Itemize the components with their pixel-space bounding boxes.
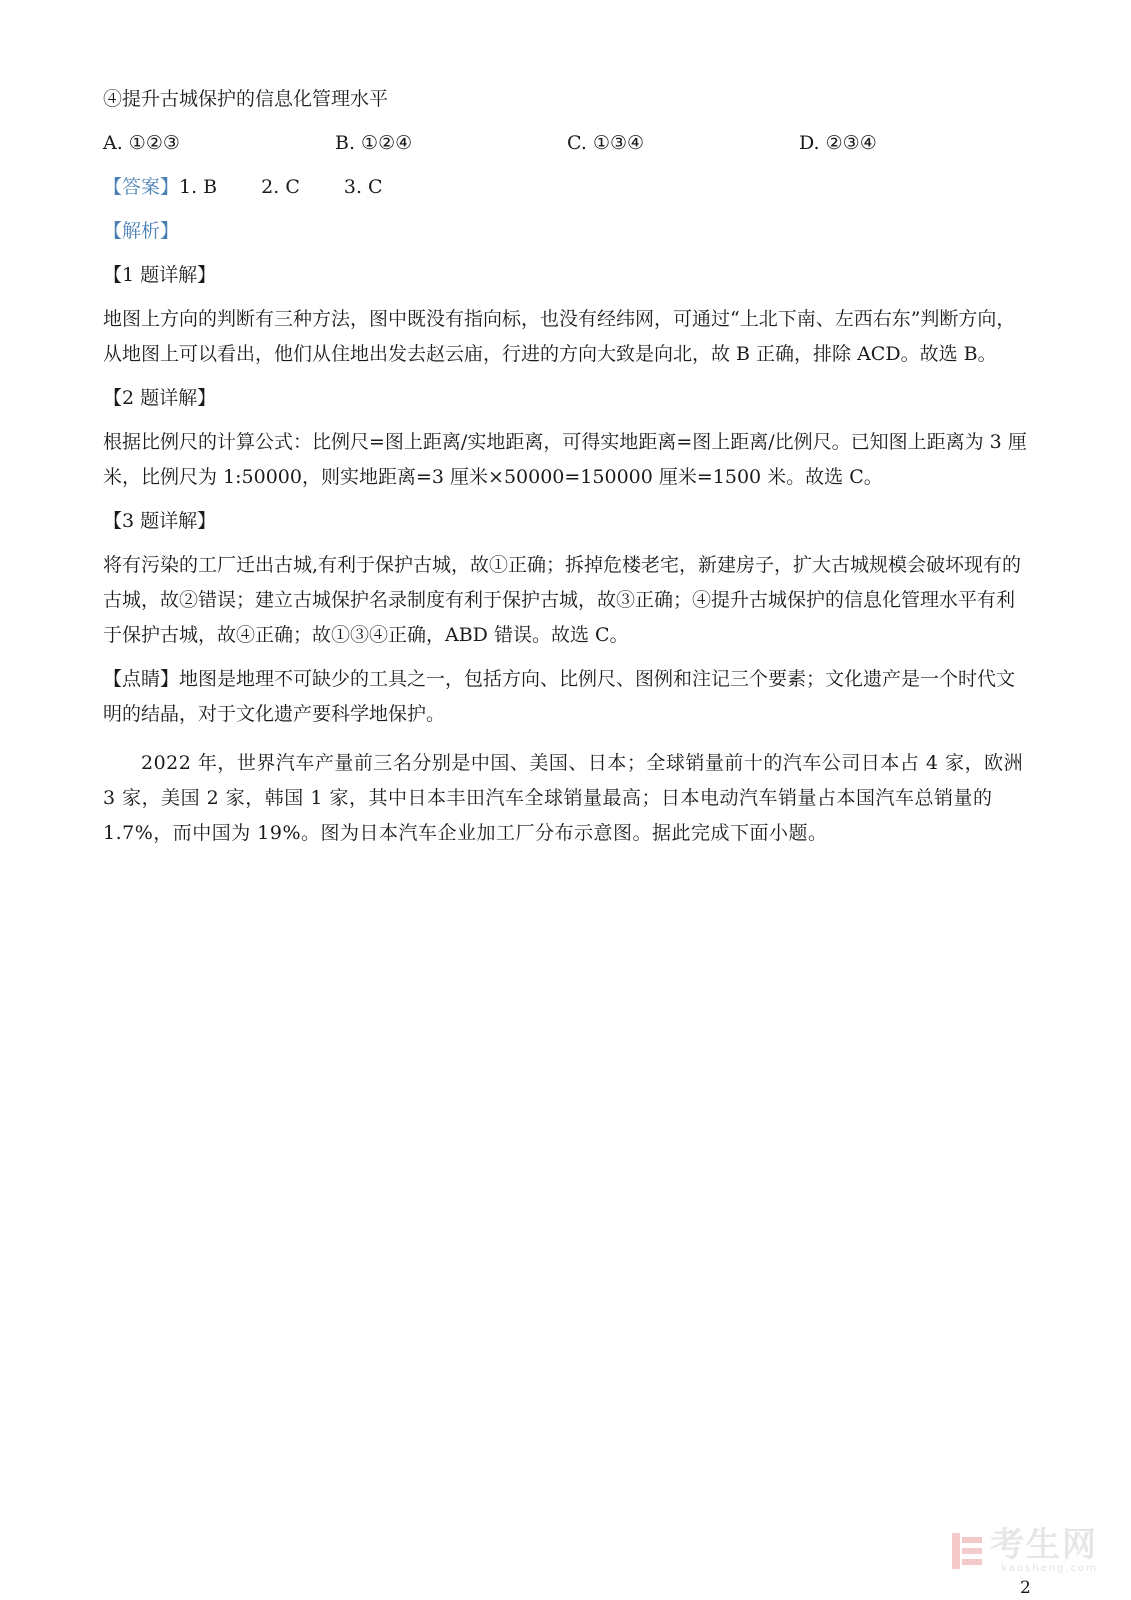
logo-mark-icon: [950, 1531, 984, 1571]
logo-en-text: kaosheng.com: [1001, 1563, 1098, 1574]
document-body: [103, 82, 1033, 860]
answer-line: [103, 170, 1033, 205]
answer-3: 3. C: [343, 176, 383, 198]
new-question-stem: 2022 年，世界汽车产量前三名分别是中国、美国、日本；全球销量前十的汽车公司日本占 4 家，欧洲 3 家，美国 2 家，韩国 1 家，其中日本丰田汽车全球销量最高；日本电动汽车销量占本国汽车总销量的 1.7%，而中国为 19%。图为日本汽车企业加工厂分布示意图。据此完成下面小题。: [103, 752, 1030, 844]
page-number: 2: [1020, 1578, 1031, 1598]
answer-1: 1. B: [179, 176, 218, 198]
tip-body: 地图是地理不可缺少的工具之一，包括方向、比例尺、图例和注记三个要素；文化遗产是一个时代文明的结晶，对于文化遗产要科学地保护。: [103, 668, 1016, 725]
tip-tag: 【点睛】: [103, 668, 180, 690]
option-c: C. ①③④: [567, 132, 645, 154]
detail2-head: 【2 题详解】: [103, 387, 217, 409]
answer-2: 2. C: [261, 176, 300, 198]
detail2-body: 根据比例尺的计算公式：比例尺=图上距离/实地距离，可得实地距离=图上距离/比例尺。已知图上距离为 3 厘米，比例尺为 1:50000，则实地距离=3 厘米×50000=150000 厘米=1500 米。故选 C。: [103, 431, 1027, 488]
analysis-tag: 【解析】: [103, 220, 180, 242]
detail1-body: 地图上方向的判断有三种方法，图中既没有指向标，也没有经纬网，可通过“上北下南、左西右东”判断方向，从地图上可以看出，他们从住地出发去赵云庙，行进的方向大致是向北，故 B 正确，排除 ACD。故选 B。: [103, 308, 1016, 365]
question-tail: ④提升古城保护的信息化管理水平: [103, 88, 389, 110]
logo-cn-text: 考生网: [990, 1525, 1098, 1565]
answer-tag: 【答案】: [103, 176, 180, 198]
options-row: [103, 126, 1033, 161]
detail3-head: 【3 题详解】: [103, 510, 217, 532]
tip-paragraph: [103, 662, 1033, 732]
option-d: D. ②③④: [799, 132, 877, 154]
option-b: B. ①②④: [335, 132, 413, 154]
watermark-logo: [950, 1527, 1098, 1575]
detail3-body: 将有污染的工厂迁出古城,有利于保护古城，故①正确；拆掉危楼老宅，新建房子，扩大古城规模会破坏现有的古城，故②错误；建立古城保护名录制度有利于保护古城，故③正确；④提升古城保护的信息化管理水平有利于保护古城，故④正确；故①③④正确，ABD 错误。故选 C。: [103, 554, 1022, 646]
detail1-head: 【1 题详解】: [103, 264, 217, 286]
option-a: A. ①②③: [103, 132, 180, 154]
